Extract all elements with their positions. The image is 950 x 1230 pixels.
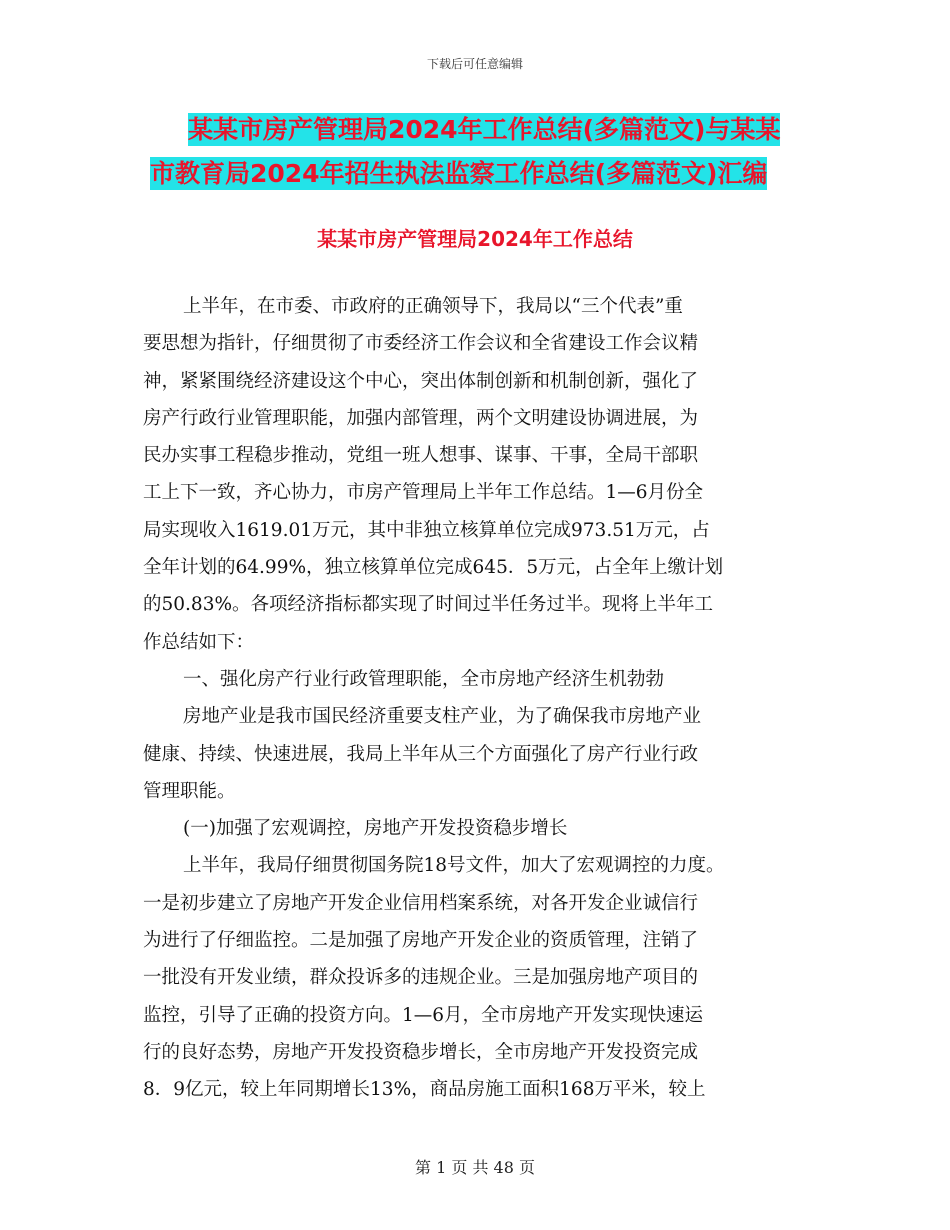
header-note: 下载后可任意编辑 (426, 57, 523, 71)
paragraph-line: 民办实事工程稳步推动，党组一班人想事、谋事、干事，全局干部职 (143, 445, 699, 467)
paragraph-line: 一是初步建立了房地产开发企业信用档案系统，对各开发企业诚信行 (143, 892, 699, 914)
paragraph-line: 房地产业是我市国民经济重要支柱产业，为了确保我市房地产业 (183, 706, 702, 728)
paragraph-line: 上半年，在市委、市政府的正确领导下，我局以“三个代表”重 (183, 296, 683, 317)
document-title-line-2: 市教育局2024年招生执法监察工作总结(多篇范文)汇编 (150, 159, 768, 188)
paragraph-line: 作总结如下： (143, 631, 255, 653)
paragraph-line: 为进行了仔细监控。二是加强了房地产开发企业的资质管理，注销了 (143, 930, 699, 952)
body-text (143, 288, 823, 1109)
paragraph-line: 管理职能。 (143, 780, 236, 802)
paragraph-line: 要思想为指针，仔细贯彻了市委经济工作会议和全省建设工作会议精 (143, 333, 699, 355)
paragraph-line: 工上下一致，齐心协力，市房产管理局上半年工作总结。1—6月份全 (143, 482, 704, 504)
document-title (150, 108, 830, 196)
paragraph-line: 上半年，我局仔细贯彻国务院18号文件，加大了宏观调控的力度。 (183, 855, 725, 877)
document-title-line-1: 某某市房产管理局2024年工作总结(多篇范文)与某某 (188, 115, 781, 144)
paragraph-line: 局实现收入1619.01万元，其中非独立核算单位完成973.51万元，占 (143, 519, 710, 541)
section-heading: 一、强化房产行业行政管理职能，全市房地产经济生机勃勃 (183, 668, 665, 690)
section-title: 某某市房产管理局2024年工作总结 (317, 227, 633, 251)
page-number-footer: 第 1 页 共 48 页 (415, 1158, 535, 1177)
paragraph-line: 监控，引导了正确的投资方向。1—6月，全市房地产开发实现快速运 (143, 1004, 704, 1026)
paragraph-line: 8．9亿元，较上年同期增长13%，商品房施工面积168万平米，较上 (143, 1079, 706, 1101)
paragraph-line: 行的良好态势，房地产开发投资稳步增长，全市房地产开发投资完成 (143, 1041, 699, 1063)
paragraph-line: 的50.83%。各项经济指标都实现了时间过半任务过半。现将上半年工 (143, 594, 714, 616)
paragraph-line: 健康、持续、快速进展，我局上半年从三个方面强化了房产行业行政 (143, 743, 699, 765)
paragraph-line: 房产行政行业管理职能，加强内部管理，两个文明建设协调进展，为 (143, 407, 699, 429)
subsection-heading: (一)加强了宏观调控，房地产开发投资稳步增长 (183, 818, 568, 840)
paragraph-line: 神，紧紧围绕经济建设这个中心，突出体制创新和机制创新，强化了 (143, 370, 699, 392)
paragraph-line: 全年计划的64.99%，独立核算单位完成645．5万元，占全年上缴计划 (143, 557, 724, 579)
paragraph-line: 一批没有开发业绩，群众投诉多的违规企业。三是加强房地产项目的 (143, 967, 699, 989)
